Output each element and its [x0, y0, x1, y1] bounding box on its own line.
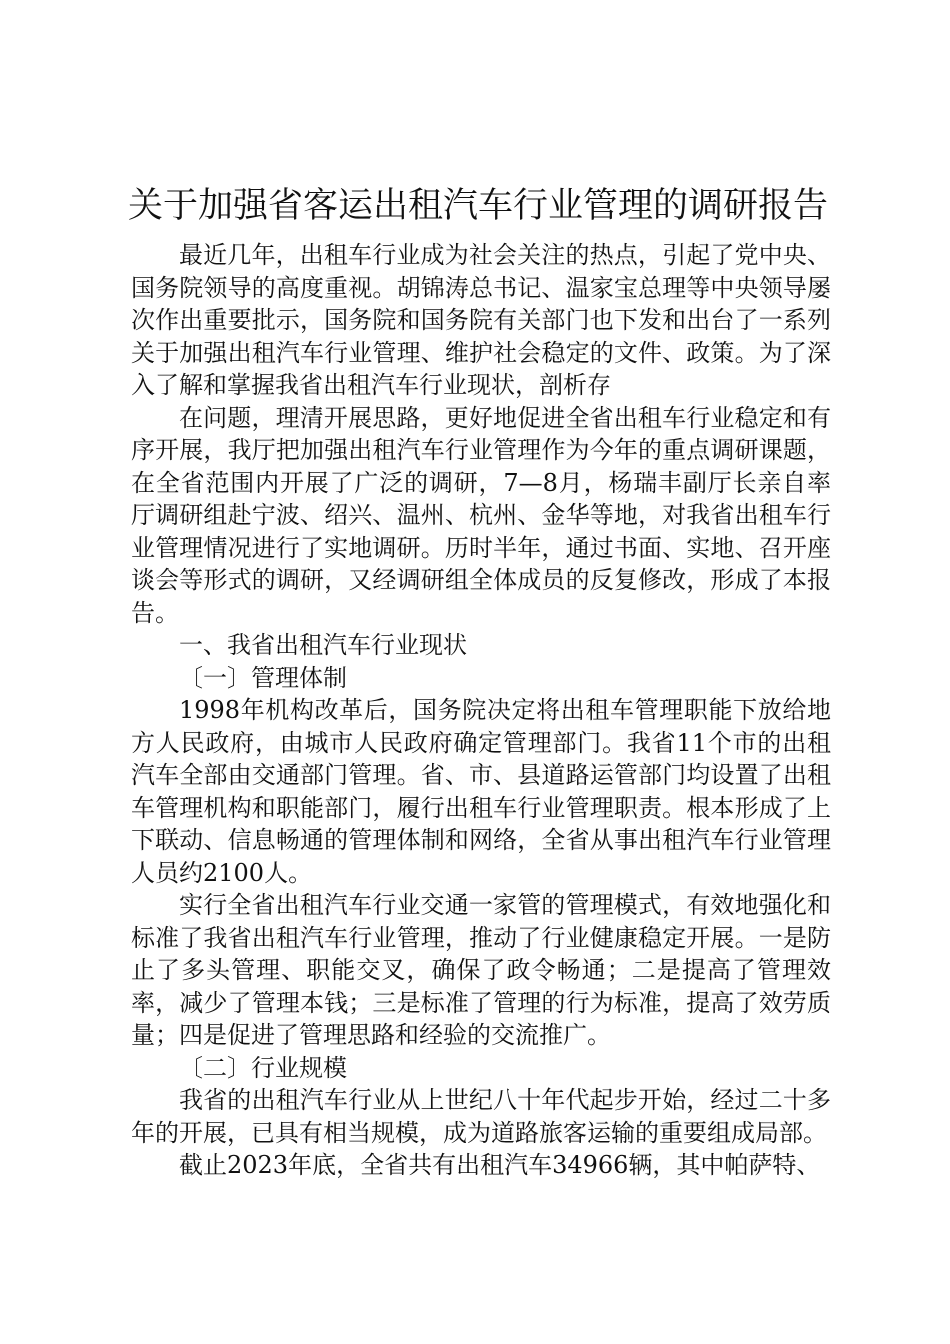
paragraph: 最近几年，出租车行业成为社会关注的热点，引起了党中央、国务院领导的高度重视。胡锦涛总书记、温家宝总理等中央领导屡次作出重要批示，国务院和国务院有关部门也下发和出台了一系列关于加强出租汽车行业管理、维护社会稳定的文件、政策。为了深入了解和掌握我省出租汽车行业现状，剖析存 [131, 241, 831, 399]
document-title: 关于加强省客运出租汽车行业管理的调研报告 [128, 186, 829, 226]
subsection-heading: 〔二〕行业规模 [179, 1053, 347, 1082]
document-body [131, 239, 831, 1182]
paragraph: 1998年机构改革后，国务院决定将出租车管理职能下放给地方人民政府，由城市人民政府确定管理部门。我省11个市的出租汽车全部由交通部门管理。省、市、县道路运管部门均设置了出租车管理机构和职能部门，履行出租车行业管理职责。根本形成了上下联动、信息畅通的管理体制和网络，全省从事出租汽车行业管理人员约2100人。 [131, 696, 831, 887]
paragraph: 在问题，理清开展思路，更好地促进全省出租车行业稳定和有序开展，我厅把加强出租汽车行业管理作为今年的重点调研课题，在全省范围内开展了广泛的调研，7—8月，杨瑞丰副厅长亲自率厅调研组赴宁波、绍兴、温州、杭州、金华等地，对我省出租车行业管理情况进行了实地调研。历时半年，通过书面、实地、召开座谈会等形式的调研，又经调研组全体成员的反复修改，形成了本报告。 [131, 403, 831, 627]
paragraph: 我省的出租汽车行业从上世纪八十年代起步开始，经过二十多年的开展，已具有相当规模，成为道路旅客运输的重要组成局部。 [131, 1086, 831, 1147]
subsection-heading: 〔一〕管理体制 [179, 663, 347, 692]
section-heading: 一、我省出租汽车行业现状 [179, 631, 467, 659]
paragraph: 实行全省出租汽车行业交通一家管的管理模式，有效地强化和标准了我省出租汽车行业管理，推动了行业健康稳定开展。一是防止了多头管理、职能交叉，确保了政令畅通；二是提高了管理效率，减少了管理本钱；三是标准了管理的行为标准，提高了效劳质量；四是促进了管理思路和经验的交流推广。 [131, 891, 831, 1049]
paragraph: 截止2023年底，全省共有出租汽车34966辆，其中帕萨特、 [179, 1151, 821, 1179]
